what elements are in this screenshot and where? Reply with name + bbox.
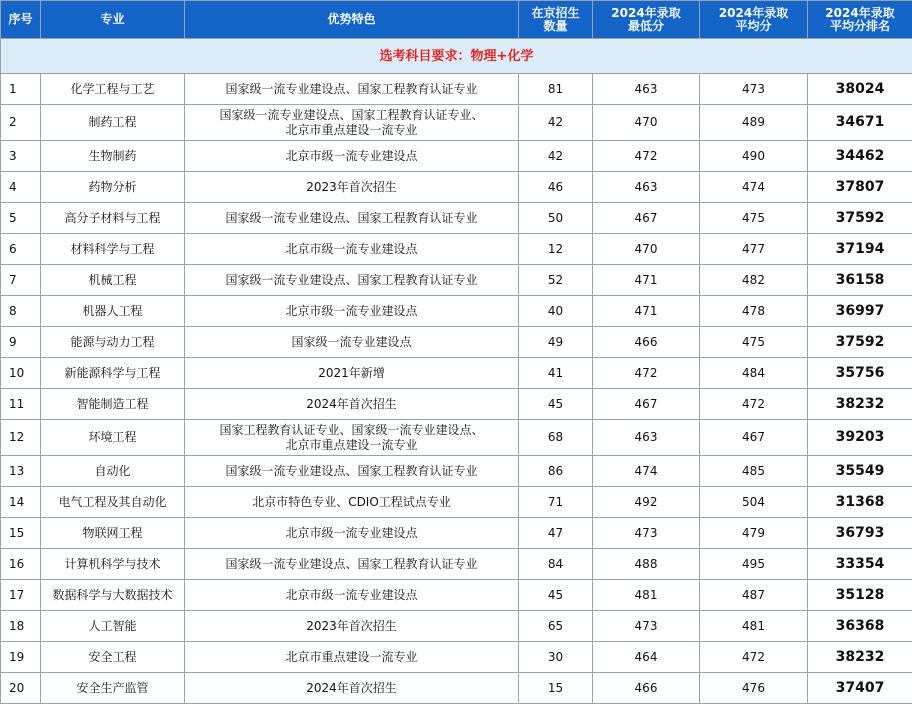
feature-cell	[185, 74, 519, 105]
major-cell: 人工智能	[41, 611, 185, 642]
min-score-cell: 467	[593, 203, 700, 234]
header-index: 序号	[1, 1, 41, 39]
feature-cell	[185, 203, 519, 234]
header-feature: 优势特色	[185, 1, 519, 39]
major-cell: 安全生产监管	[41, 673, 185, 704]
avg-score-cell: 476	[700, 673, 808, 704]
avg-score-cell: 482	[700, 265, 808, 296]
quota-cell: 47	[519, 518, 593, 549]
feature-line: 北京市级一流专业建设点	[285, 587, 418, 602]
index-cell: 5	[1, 203, 41, 234]
major-cell: 环境工程	[41, 420, 185, 456]
major-cell: 数据科学与大数据技术	[41, 580, 185, 611]
major-cell: 安全工程	[41, 642, 185, 673]
feature-line: 2024年首次招生	[306, 680, 397, 695]
quota-cell: 68	[519, 420, 593, 456]
major-cell: 高分子材料与工程	[41, 203, 185, 234]
feature-line: 北京市级一流专业建设点	[285, 525, 418, 540]
feature-cell	[185, 327, 519, 358]
feature-cell	[185, 358, 519, 389]
table-row	[1, 642, 912, 673]
major-cell: 制药工程	[41, 105, 185, 141]
min-score-cell: 473	[593, 518, 700, 549]
quota-cell: 81	[519, 74, 593, 105]
rank-cell: 38232	[808, 389, 912, 420]
major-cell: 机器人工程	[41, 296, 185, 327]
quota-cell: 49	[519, 327, 593, 358]
rank-cell: 35756	[808, 358, 912, 389]
rank-cell: 36793	[808, 518, 912, 549]
feature-cell	[185, 105, 519, 141]
header-avg-score	[700, 1, 808, 39]
index-cell: 14	[1, 487, 41, 518]
feature-cell	[185, 141, 519, 172]
rank-cell: 34462	[808, 141, 912, 172]
avg-score-cell: 485	[700, 456, 808, 487]
index-cell: 3	[1, 141, 41, 172]
header-avg-line1: 2024年录取	[718, 5, 789, 20]
index-cell: 11	[1, 389, 41, 420]
table-row	[1, 74, 912, 105]
feature-line: 国家级一流专业建设点、国家工程教育认证专业	[225, 210, 478, 225]
index-cell: 17	[1, 580, 41, 611]
quota-cell: 65	[519, 611, 593, 642]
table-row	[1, 105, 912, 141]
table-row	[1, 265, 912, 296]
feature-line: 2021年新增	[318, 365, 385, 380]
rank-cell: 36158	[808, 265, 912, 296]
table-row	[1, 518, 912, 549]
table-row	[1, 673, 912, 704]
rank-cell: 36997	[808, 296, 912, 327]
header-rank-line1: 2024年录取	[825, 5, 895, 20]
avg-score-cell: 474	[700, 172, 808, 203]
feature-cell	[185, 265, 519, 296]
feature-cell	[185, 549, 519, 580]
avg-score-cell: 487	[700, 580, 808, 611]
rank-cell: 39203	[808, 420, 912, 456]
feature-cell	[185, 296, 519, 327]
avg-score-cell: 478	[700, 296, 808, 327]
index-cell: 7	[1, 265, 41, 296]
min-score-cell: 492	[593, 487, 700, 518]
avg-score-cell: 490	[700, 141, 808, 172]
table-row	[1, 487, 912, 518]
feature-cell	[185, 389, 519, 420]
index-cell: 15	[1, 518, 41, 549]
table-row	[1, 389, 912, 420]
index-cell: 9	[1, 327, 41, 358]
table-row	[1, 456, 912, 487]
header-min-line1: 2024年录取	[611, 5, 681, 20]
major-cell: 机械工程	[41, 265, 185, 296]
index-cell: 1	[1, 74, 41, 105]
feature-line: 2024年首次招生	[306, 396, 397, 411]
header-avg-rank	[808, 1, 912, 39]
quota-cell: 42	[519, 141, 593, 172]
feature-line: 国家级一流专业建设点	[291, 334, 412, 349]
quota-cell: 52	[519, 265, 593, 296]
rank-cell: 33354	[808, 549, 912, 580]
min-score-cell: 467	[593, 389, 700, 420]
feature-cell	[185, 673, 519, 704]
major-cell: 智能制造工程	[41, 389, 185, 420]
min-score-cell: 463	[593, 172, 700, 203]
avg-score-cell: 489	[700, 105, 808, 141]
avg-score-cell: 495	[700, 549, 808, 580]
avg-score-cell: 472	[700, 389, 808, 420]
feature-cell	[185, 456, 519, 487]
quota-cell: 40	[519, 296, 593, 327]
rank-cell: 37807	[808, 172, 912, 203]
min-score-cell: 470	[593, 105, 700, 141]
table-header-row	[1, 1, 912, 39]
feature-cell	[185, 487, 519, 518]
table-row	[1, 549, 912, 580]
quota-cell: 46	[519, 172, 593, 203]
avg-score-cell: 473	[700, 74, 808, 105]
subject-requirement: 选考科目要求：物理+化学	[1, 39, 912, 74]
index-cell: 4	[1, 172, 41, 203]
feature-cell	[185, 580, 519, 611]
min-score-cell: 472	[593, 141, 700, 172]
major-cell: 材料科学与工程	[41, 234, 185, 265]
quota-cell: 15	[519, 673, 593, 704]
min-score-cell: 474	[593, 456, 700, 487]
feature-line: 国家级一流专业建设点、国家工程教育认证专业	[225, 556, 478, 571]
index-cell: 12	[1, 420, 41, 456]
min-score-cell: 466	[593, 327, 700, 358]
feature-line: 北京市级一流专业建设点	[285, 303, 418, 318]
feature-cell	[185, 518, 519, 549]
avg-score-cell: 504	[700, 487, 808, 518]
table-row	[1, 420, 912, 456]
feature-line: 国家工程教育认证专业、国家级一流专业建设点、	[219, 422, 484, 437]
feature-cell	[185, 234, 519, 265]
quota-cell: 41	[519, 358, 593, 389]
header-min-line2: 最低分	[627, 18, 664, 33]
header-major: 专业	[41, 1, 185, 39]
rank-cell: 38232	[808, 642, 912, 673]
major-cell: 新能源科学与工程	[41, 358, 185, 389]
min-score-cell: 463	[593, 74, 700, 105]
index-cell: 18	[1, 611, 41, 642]
feature-line: 2023年首次招生	[306, 618, 397, 633]
major-cell: 电气工程及其自动化	[41, 487, 185, 518]
index-cell: 13	[1, 456, 41, 487]
rank-cell: 37194	[808, 234, 912, 265]
min-score-cell: 466	[593, 673, 700, 704]
table-row	[1, 580, 912, 611]
index-cell: 19	[1, 642, 41, 673]
feature-line: 北京市重点建设一流专业	[285, 649, 418, 664]
table-row	[1, 234, 912, 265]
min-score-cell: 488	[593, 549, 700, 580]
rank-cell: 38024	[808, 74, 912, 105]
quota-cell: 42	[519, 105, 593, 141]
avg-score-cell: 475	[700, 327, 808, 358]
feature-line: 国家级一流专业建设点、国家工程教育认证专业	[225, 463, 478, 478]
table-row	[1, 611, 912, 642]
rank-cell: 36368	[808, 611, 912, 642]
major-cell: 生物制药	[41, 141, 185, 172]
rank-cell: 34671	[808, 105, 912, 141]
min-score-cell: 471	[593, 265, 700, 296]
quota-cell: 45	[519, 580, 593, 611]
avg-score-cell: 467	[700, 420, 808, 456]
feature-line: 北京市级一流专业建设点	[285, 148, 418, 163]
quota-cell: 12	[519, 234, 593, 265]
avg-score-cell: 475	[700, 203, 808, 234]
feature-line: 国家级一流专业建设点、国家工程教育认证专业、	[219, 107, 484, 122]
avg-score-cell: 479	[700, 518, 808, 549]
index-cell: 16	[1, 549, 41, 580]
avg-score-cell: 484	[700, 358, 808, 389]
index-cell: 6	[1, 234, 41, 265]
rank-cell: 37407	[808, 673, 912, 704]
index-cell: 10	[1, 358, 41, 389]
feature-cell	[185, 611, 519, 642]
header-quota-line1: 在京招生	[531, 5, 580, 20]
quota-cell: 84	[519, 549, 593, 580]
quota-cell: 71	[519, 487, 593, 518]
header-avg-line2: 平均分	[735, 18, 772, 33]
major-cell: 计算机科学与技术	[41, 549, 185, 580]
feature-cell	[185, 420, 519, 456]
header-quota	[519, 1, 593, 39]
min-score-cell: 481	[593, 580, 700, 611]
min-score-cell: 473	[593, 611, 700, 642]
header-rank-line2: 平均分排名	[829, 18, 890, 33]
feature-line: 北京市重点建设一流专业	[285, 437, 418, 452]
feature-line: 2023年首次招生	[306, 179, 397, 194]
avg-score-cell: 481	[700, 611, 808, 642]
min-score-cell: 463	[593, 420, 700, 456]
major-cell: 物联网工程	[41, 518, 185, 549]
major-cell: 药物分析	[41, 172, 185, 203]
rank-cell: 31368	[808, 487, 912, 518]
quota-cell: 86	[519, 456, 593, 487]
header-min-score	[593, 1, 700, 39]
index-cell: 20	[1, 673, 41, 704]
table-row	[1, 203, 912, 234]
min-score-cell: 464	[593, 642, 700, 673]
feature-line: 北京市特色专业、CDIO工程试点专业	[252, 494, 451, 509]
feature-cell	[185, 642, 519, 673]
rank-cell: 37592	[808, 327, 912, 358]
quota-cell: 45	[519, 389, 593, 420]
subject-requirement-row	[1, 39, 912, 74]
avg-score-cell: 472	[700, 642, 808, 673]
min-score-cell: 472	[593, 358, 700, 389]
rank-cell: 37592	[808, 203, 912, 234]
header-quota-line2: 数量	[543, 18, 568, 33]
index-cell: 8	[1, 296, 41, 327]
table-row	[1, 141, 912, 172]
table-row	[1, 172, 912, 203]
major-cell: 能源与动力工程	[41, 327, 185, 358]
quota-cell: 30	[519, 642, 593, 673]
rank-cell: 35549	[808, 456, 912, 487]
quota-cell: 50	[519, 203, 593, 234]
major-cell: 自动化	[41, 456, 185, 487]
index-cell: 2	[1, 105, 41, 141]
min-score-cell: 471	[593, 296, 700, 327]
feature-line: 国家级一流专业建设点、国家工程教育认证专业	[225, 81, 478, 96]
table-row	[1, 358, 912, 389]
table-row	[1, 327, 912, 358]
feature-line: 国家级一流专业建设点、国家工程教育认证专业	[225, 272, 478, 287]
avg-score-cell: 477	[700, 234, 808, 265]
feature-cell	[185, 172, 519, 203]
feature-line: 北京市重点建设一流专业	[285, 122, 418, 137]
min-score-cell: 470	[593, 234, 700, 265]
major-cell: 化学工程与工艺	[41, 74, 185, 105]
rank-cell: 35128	[808, 580, 912, 611]
table-row	[1, 296, 912, 327]
feature-line: 北京市级一流专业建设点	[285, 241, 418, 256]
